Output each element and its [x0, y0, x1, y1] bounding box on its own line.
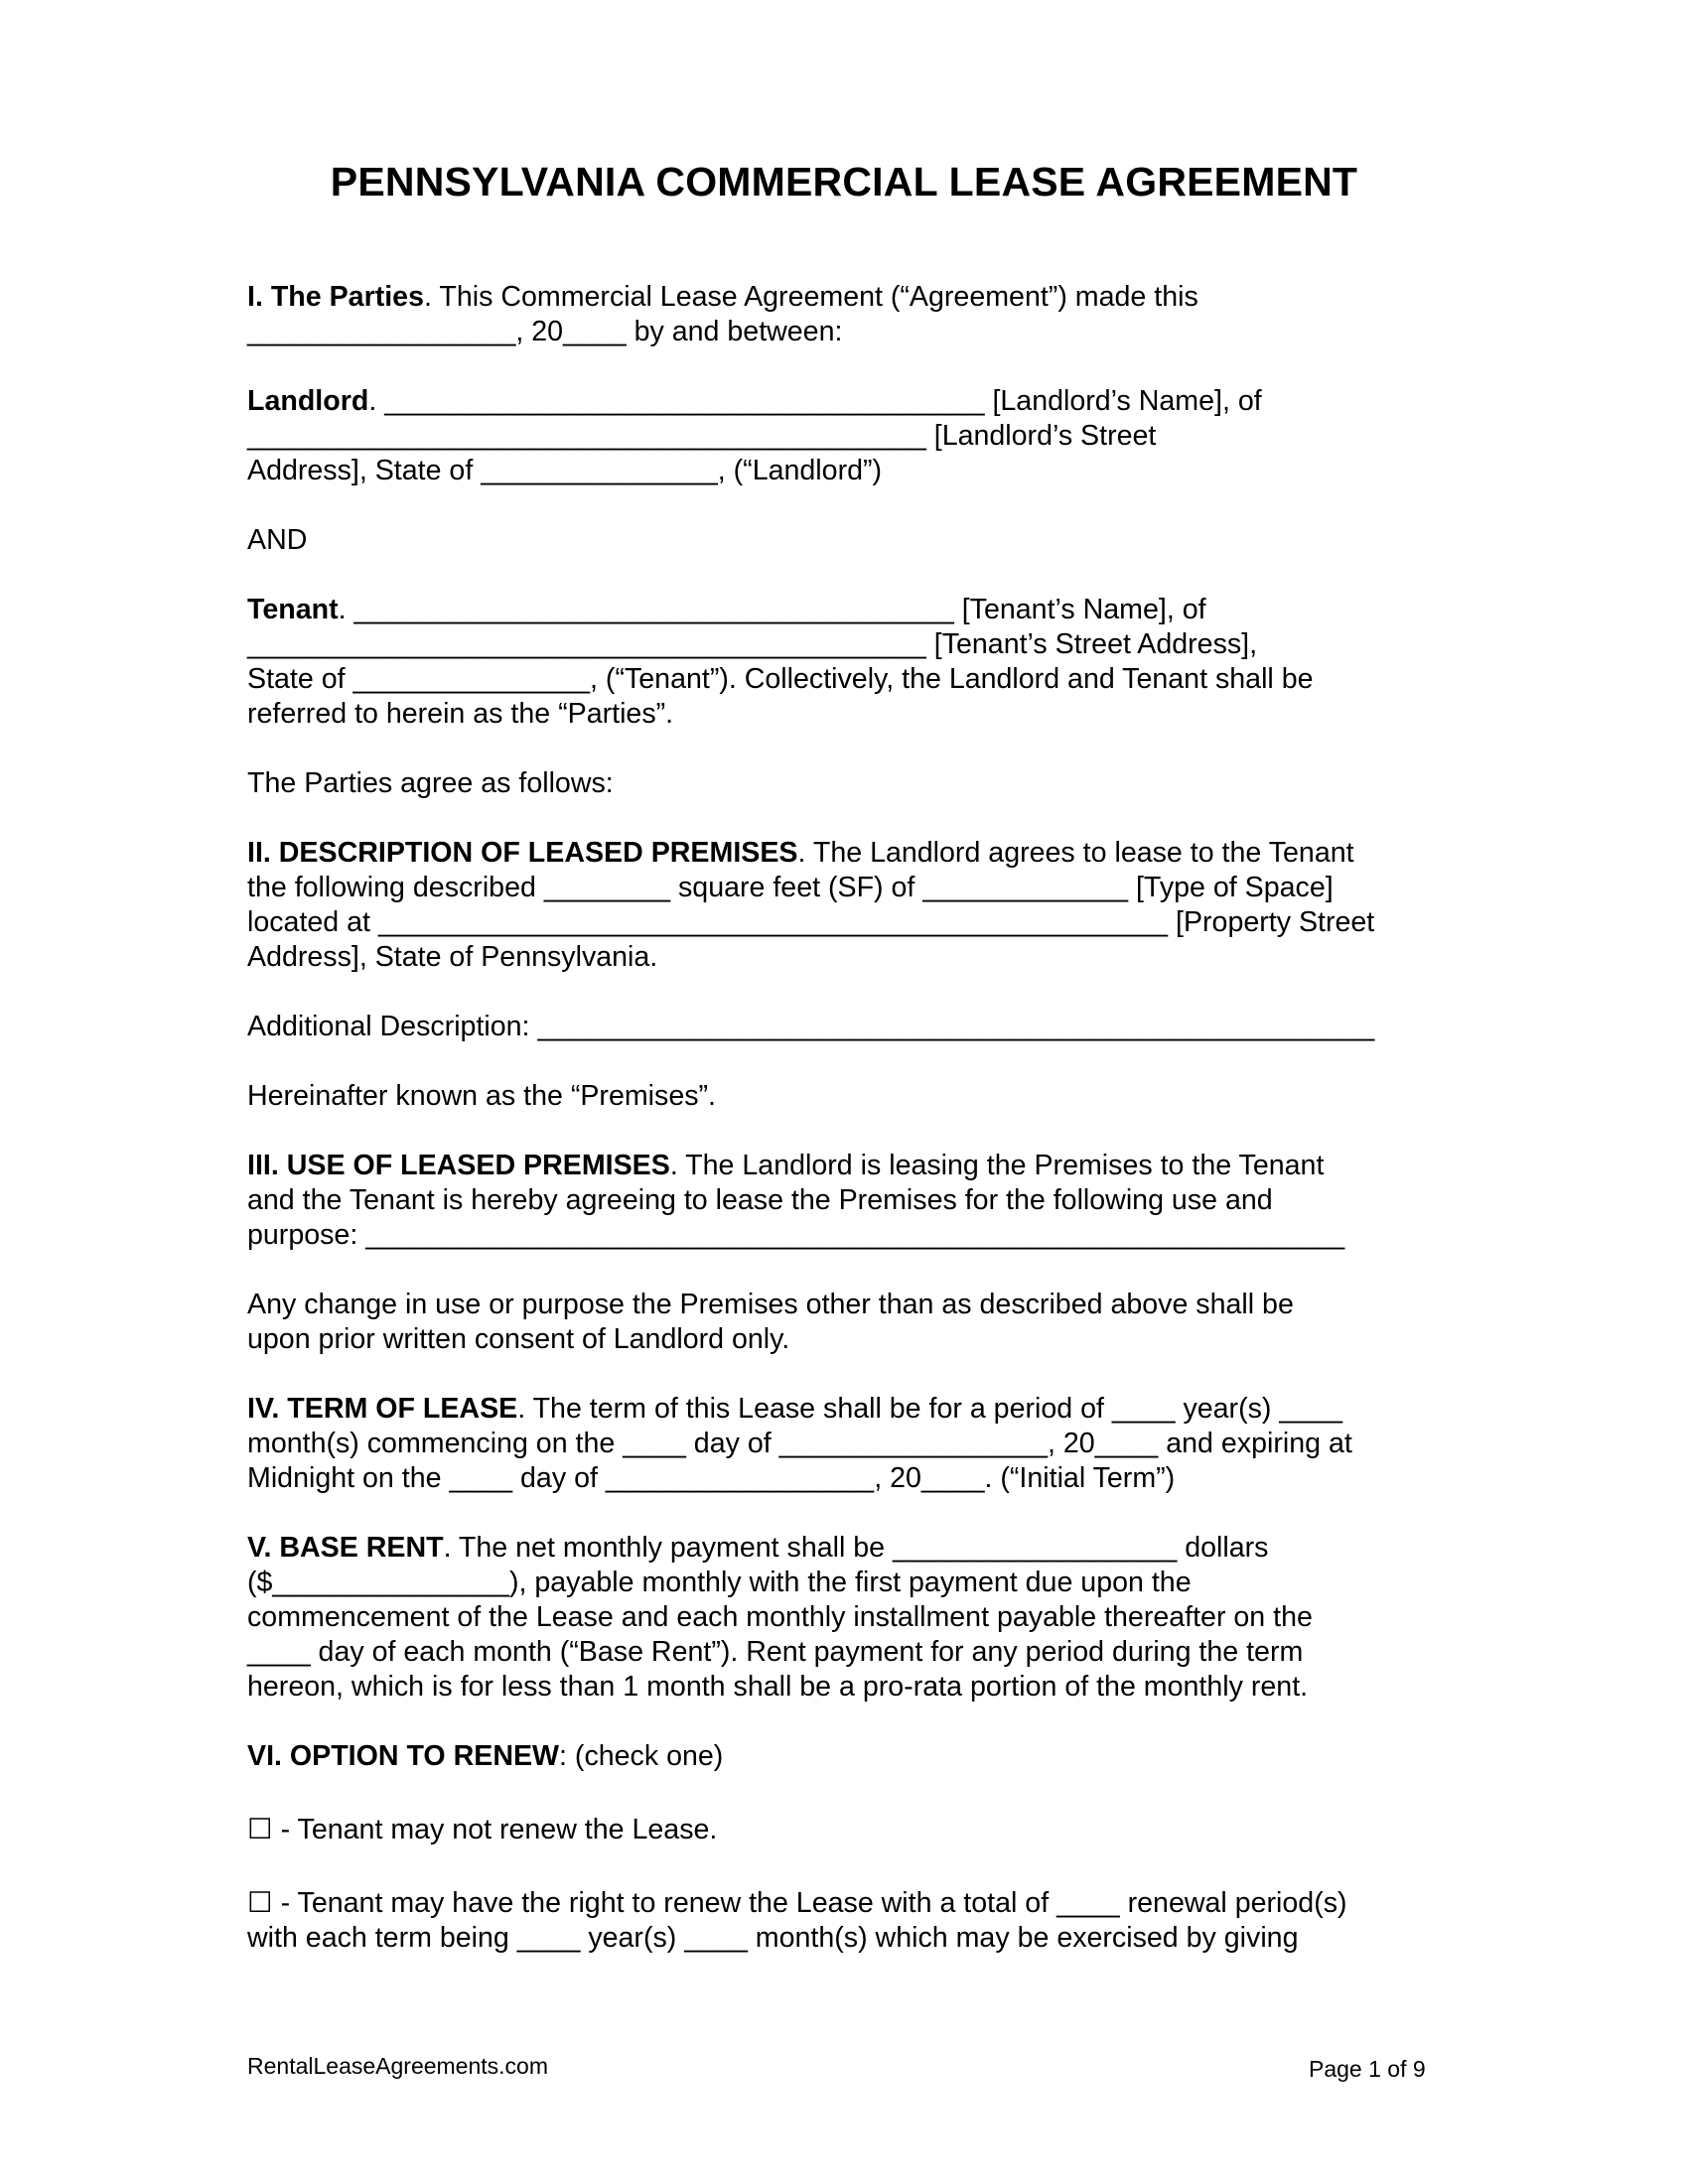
description-heading: II. DESCRIPTION OF LEASED PREMISES — [247, 837, 798, 869]
rent-text-line1: . The net monthly payment shall be __________________ dollars — [443, 1532, 1269, 1564]
additional-description: Additional Description: _____________________________________________________ — [247, 1011, 1375, 1042]
term-text-line2: month(s) commencing on the ____ day of _________________, 20____ and expiring at — [247, 1428, 1352, 1459]
renew-option-yes-label-line2: with each term being ____ year(s) ____ month(s) which may be exercised by giving — [247, 1922, 1299, 1954]
use-text-line2: and the Tenant is hereby agreeing to lease the Premises for the following use and — [247, 1184, 1273, 1216]
and-separator: AND — [247, 524, 308, 556]
landlord-heading: Landlord — [247, 385, 369, 417]
rent-text-line3: commencement of the Lease and each monthly installment payable thereafter on the — [247, 1601, 1313, 1633]
rent-text-line5: hereon, which is for less than 1 month shall be a pro-rata portion of the monthly rent. — [247, 1671, 1309, 1703]
footer-page-number: Page 1 of 9 — [1309, 2056, 1426, 2082]
landlord-text-line1: . ______________________________________ [Landlord’s Name], of — [368, 385, 1262, 417]
change-of-use-clause — [247, 1288, 1439, 1357]
tenant-text-line3: State of _______________, (“Tenant”). Collectively, the Landlord and Tenant shall be — [247, 663, 1314, 695]
parties-text-line1: . This Commercial Lease Agreement (“Agreement”) made this — [424, 281, 1198, 313]
term-text-line3: Midnight on the ____ day of _________________, 20____. (“Initial Term”) — [247, 1462, 1176, 1494]
change-text-line1: Any change in use or purpose the Premises other than as described above shall be — [247, 1289, 1294, 1320]
checkbox-icon[interactable]: ☐ — [247, 1887, 273, 1919]
agree-statement: The Parties agree as follows: — [247, 767, 614, 799]
document-title: PENNSYLVANIA COMMERCIAL LEASE AGREEMENT — [330, 159, 1358, 205]
rent-heading: V. BASE RENT — [247, 1532, 444, 1564]
description-text-line2: the following described ________ square feet (SF) of _____________ [Type of Space] — [247, 872, 1334, 903]
footer-site: RentalLeaseAgreements.com — [247, 2053, 548, 2079]
tenant-section — [247, 593, 1439, 732]
description-text-line4: Address], State of Pennsylvania. — [247, 941, 658, 973]
premises-definition: Hereinafter known as the “Premises”. — [247, 1080, 716, 1112]
renew-option-no — [247, 1813, 1439, 1847]
use-text-line1: . The Landlord is leasing the Premises to the Tenant — [669, 1150, 1325, 1181]
tenant-text-line2: ___________________________________________ [Tenant’s Street Address], — [247, 628, 1258, 660]
parties-text-line2: _________________, 20____ by and between: — [247, 316, 843, 347]
renew-option-yes — [247, 1886, 1439, 1956]
term-section — [247, 1392, 1439, 1496]
landlord-text-line3: Address], State of _______________, (“Landlord”) — [247, 455, 883, 486]
change-text-line2: upon prior written consent of Landlord only. — [247, 1323, 790, 1355]
description-text-line3: located at __________________________________________________ [Property Street — [247, 906, 1375, 938]
renew-option-yes-label-line1: - Tenant may have the right to renew the Lease with a total of ____ renewal period(s) — [272, 1887, 1347, 1919]
rent-section — [247, 1531, 1439, 1705]
term-heading: IV. TERM OF LEASE — [247, 1393, 518, 1425]
tenant-heading: Tenant — [247, 594, 339, 625]
renew-section — [247, 1739, 1439, 1774]
parties-heading: I. The Parties — [247, 281, 424, 313]
landlord-section — [247, 384, 1439, 488]
use-section — [247, 1149, 1439, 1253]
rent-text-line2: ($_______________), payable monthly with the first payment due upon the — [247, 1567, 1192, 1598]
description-section — [247, 836, 1439, 975]
term-text-line1: . The term of this Lease shall be for a period of ____ year(s) ____ — [517, 1393, 1342, 1425]
renew-option-no-label: - Tenant may not renew the Lease. — [272, 1814, 718, 1845]
checkbox-icon[interactable]: ☐ — [247, 1814, 273, 1845]
tenant-text-line1: . ______________________________________ [Tenant’s Name], of — [338, 594, 1206, 625]
renew-heading: VI. OPTION TO RENEW — [247, 1740, 560, 1772]
parties-section — [247, 280, 1439, 349]
renew-text-line1: : (check one) — [559, 1740, 724, 1772]
rent-text-line4: ____ day of each month (“Base Rent”). Rent payment for any period during the term — [247, 1636, 1304, 1668]
use-text-line3: purpose: ______________________________________________________________ — [247, 1219, 1345, 1251]
tenant-text-line4: referred to herein as the “Parties”. — [247, 698, 674, 730]
use-heading: III. USE OF LEASED PREMISES — [247, 1150, 670, 1181]
landlord-text-line2: ___________________________________________ [Landlord’s Street — [247, 420, 1157, 452]
description-text-line1: . The Landlord agrees to lease to the Tenant — [797, 837, 1354, 869]
